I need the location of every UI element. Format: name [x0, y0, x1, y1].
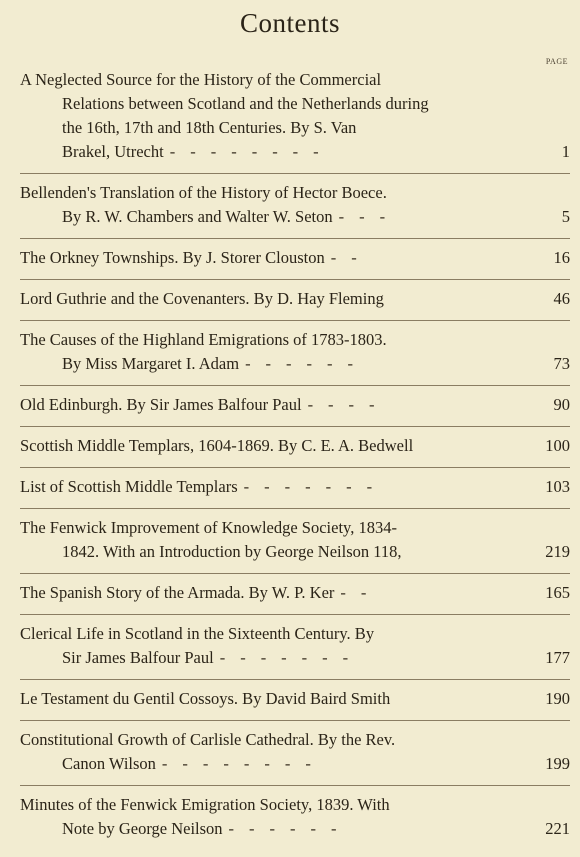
dot-leader: -- [330, 248, 372, 267]
dot-leader: -------- [169, 142, 334, 161]
toc-entry-title [20, 393, 570, 417]
toc-entry [20, 728, 570, 786]
toc-entry-continuation [20, 140, 570, 164]
toc-entry-text: Brakel, Utrecht [62, 142, 164, 161]
toc-entry-title [20, 475, 570, 499]
toc-entry-text: Clerical Life in Scotland in the Sixteenth Century. By [20, 624, 375, 643]
toc-entry-text: Canon Wilson [62, 754, 156, 773]
page-number: 165 [545, 583, 570, 602]
page-number: 221 [545, 819, 570, 838]
toc-entry-continuation [20, 352, 570, 376]
toc-entry-title [20, 793, 570, 817]
toc-entry [20, 181, 570, 239]
toc-entry [20, 328, 570, 386]
toc-entry-title [20, 181, 570, 205]
toc-entry-continuation [20, 646, 570, 670]
toc-entry-text: By Miss Margaret I. Adam [62, 354, 240, 373]
toc-entry-text: Scottish Middle Templars, 1604-1869. By C. E. A. Bedwell [20, 436, 414, 455]
toc-entry [20, 581, 570, 615]
page-number: 219 [545, 542, 570, 561]
dot-leader: ---- [307, 395, 390, 414]
page-column-label: PAGE [545, 57, 568, 66]
toc-entry-continuation [20, 540, 570, 564]
toc-entry-text: By R. W. Chambers and Walter W. Seton [62, 207, 333, 226]
dot-leader: ------- [243, 477, 388, 496]
toc-entry-title [20, 246, 570, 270]
toc-entry [20, 434, 570, 468]
dot-leader: -- [340, 583, 382, 602]
dot-leader: --- [338, 207, 401, 226]
toc-entry-title [20, 434, 570, 458]
toc-entry [20, 68, 570, 174]
toc-entry-continuation [20, 817, 570, 841]
page-number: 100 [545, 436, 570, 455]
toc-entry-continuation [20, 116, 570, 140]
toc-entry-text: A Neglected Source for the History of the Commercial [20, 70, 382, 89]
toc-entry [20, 687, 570, 721]
toc-entry-continuation [20, 92, 570, 116]
dot-leader: ------ [228, 819, 352, 838]
toc-entry [20, 622, 570, 680]
toc-entry-title [20, 516, 570, 540]
page-title: Contents [239, 8, 340, 38]
toc-entry-text: the 16th, 17th and 18th Centuries. By S. Van [62, 118, 357, 137]
toc-entry-text: Constitutional Growth of Carlisle Cathedral. By the Rev. [20, 730, 396, 749]
dot-leader: ------- [219, 648, 364, 667]
page-number: 103 [545, 477, 570, 496]
toc-entry-title [20, 687, 570, 711]
toc-entry [20, 393, 570, 427]
page-number: 177 [545, 648, 570, 667]
toc-entry-title [20, 581, 570, 605]
toc-entry-title [20, 328, 570, 352]
toc-entry-title [20, 728, 570, 752]
toc-entry-text: Minutes of the Fenwick Emigration Society, 1839. With [20, 795, 390, 814]
toc-entry-text: Relations between Scotland and the Netherlands during [62, 94, 429, 113]
dot-leader: ------ [245, 354, 369, 373]
toc-entry-title [20, 287, 570, 311]
toc-entry-text: 1842. With an Introduction by George Neilson 118, [62, 542, 402, 561]
page-number: 1 [561, 142, 570, 161]
page-number: 46 [553, 289, 570, 308]
toc-entry-text: The Causes of the Highland Emigrations of 1783-1803. [20, 330, 387, 349]
page-number: 90 [553, 395, 570, 414]
dot-leader: -------- [161, 754, 326, 773]
toc-entry-text: Note by George Neilson [62, 819, 223, 838]
contents-list [20, 68, 570, 857]
toc-entry [20, 475, 570, 509]
toc-entry-text: The Spanish Story of the Armada. By W. P. Ker [20, 583, 335, 602]
page-number: 190 [545, 689, 570, 708]
toc-entry-title [20, 68, 570, 92]
toc-entry-text: Le Testament du Gentil Cossoys. By David Baird Smith [20, 689, 391, 708]
toc-entry [20, 246, 570, 280]
page-number: 199 [545, 754, 570, 773]
page-number: 16 [553, 248, 570, 267]
toc-entry-title [20, 622, 570, 646]
toc-entry-text: Old Edinburgh. By Sir James Balfour Paul [20, 395, 302, 414]
toc-entry-continuation [20, 205, 570, 229]
toc-entry-text: The Fenwick Improvement of Knowledge Society, 1834- [20, 518, 397, 537]
toc-entry [20, 793, 570, 850]
toc-entry-continuation [20, 752, 570, 776]
toc-entry-text: List of Scottish Middle Templars [20, 477, 238, 496]
page-number: 73 [553, 354, 570, 373]
page-number: 5 [561, 207, 570, 226]
toc-entry-text: Bellenden's Translation of the History of Hector Boece. [20, 183, 387, 202]
toc-entry [20, 287, 570, 321]
toc-entry-text: The Orkney Townships. By J. Storer Clouston [20, 248, 325, 267]
toc-entry [20, 516, 570, 574]
toc-entry-text: Lord Guthrie and the Covenanters. By D. Hay Fleming [20, 289, 384, 308]
toc-entry-text: Sir James Balfour Paul [62, 648, 214, 667]
